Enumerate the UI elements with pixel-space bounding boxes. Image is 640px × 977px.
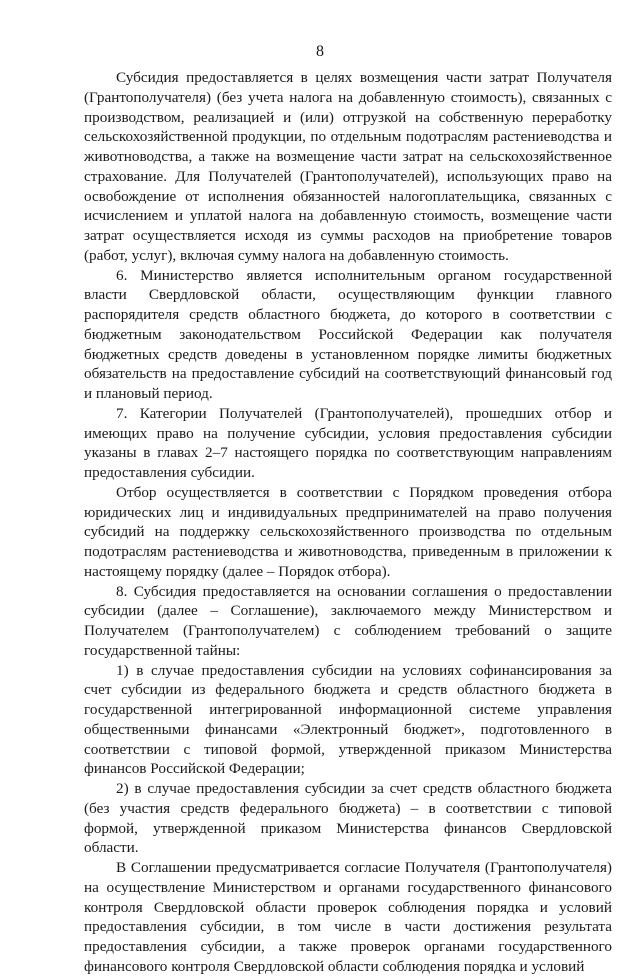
paragraph-subitem-1: 1) в случае предоставления субсидии на условиях софинансирования за счет субсидии из федерального бюджета и средств областного бюджета в государственной интегрированной информационной системе управления общественными финансами «Электронный бюджет», подготовленного в соответствии с типовой формой, утвержденной приказом Министерства финансов Российской Федерации; [84,661,612,778]
paragraph-subsidy-purpose: Субсидия предоставляется в целях возмещения части затрат Получателя (Грантополучателя) (без учета налога на добавленную стоимость), связанных с производством, реализацией и (или) отгрузкой на собственную переработку сельскохозяйственной продукции, по отдельным подотраслям растениеводства и животноводства, а также на возмещение части затрат на сельскохозяйственное страхование. Для Получателей (Грантополучателей), использующих право на освобождение от исполнения обязанностей налогоплательщика, связанных с исчислением и уплатой налога на добавленную стоимость, возмещение части затрат осуществляется исходя из суммы расходов на приобретение товаров (работ, услуг), включая сумму налога на добавленную стоимость. [84,69,612,264]
paragraph-item-8: 8. Субсидия предоставляется на основании соглашения о предоставлении субсидии (далее – Соглашение), заключаемого между Министерством и Получателем (Грантополучателем) с соблюдением требований о защите государственной тайны: [84,582,612,659]
paragraph-item-7: 7. Категории Получателей (Грантополучателей), прошедших отбор и имеющих право на получение субсидии, условия предоставления субсидии указаны в главах 2–7 настоящего порядка по соответствующим направлениям предоставления субсидии. [84,404,612,481]
paragraph-selection: Отбор осуществляется в соответствии с Порядком проведения отбора юридических лиц и индивидуальных предпринимателей на право получения субсидий на поддержку сельскохозяйственного производства по отдельным подотраслям растениеводства и животноводства, приведенным в приложении к настоящему порядку (далее – Порядок отбора). [84,483,612,580]
paragraph-agreement-consent: В Соглашении предусматривается согласие Получателя (Грантополучателя) на осуществление Министерством и органами государственного финансового контроля Свердловской области проверок соблюдения порядка и условий предоставления субсидии, в том числе в части достижения результата предоставления субсидии, а также проверок органами государственного финансового контроля Свердловской области соблюдения порядка и условий [84,859,612,975]
page-number: 8 [316,43,324,60]
paragraph-subitem-2: 2) в случае предоставления субсидии за счет средств областного бюджета (без участия средств федерального бюджета) – в соответствии с типовой формой, утвержденной приказом Министерства финансов Свердловской области. [84,780,612,857]
body-text [84,68,612,977]
paragraph-item-6: 6. Министерство является исполнительным органом государственной власти Свердловской области, осуществляющим функции главного распорядителя средств областного бюджета, до которого в соответствии с бюджетным законодательством Российской Федерации как получателя бюджетных средств доведены в установленном порядке лимиты бюджетных обязательств на предоставление субсидий на соответствующий финансовый год и плановый период. [84,266,612,402]
